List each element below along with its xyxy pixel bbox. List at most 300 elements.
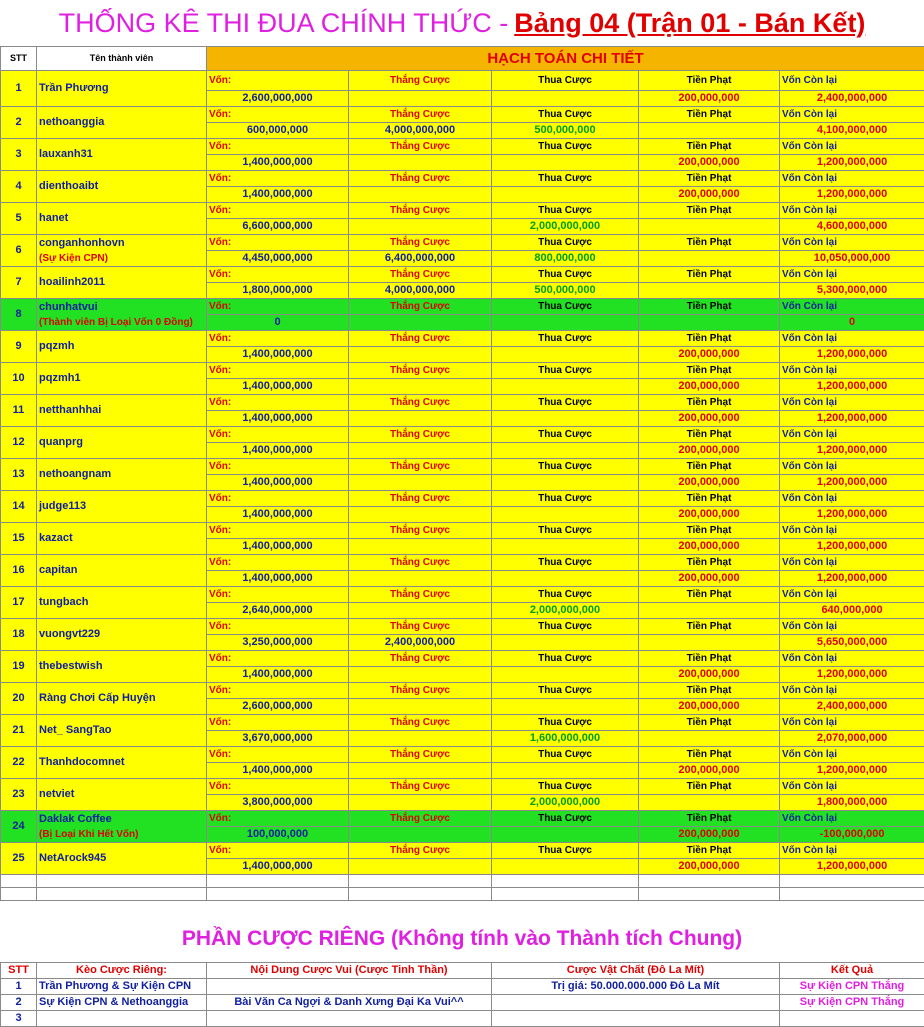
side-bet-ket-qua: Sự Kiện CPN Thắng (780, 995, 924, 1011)
value-thua: 800,000,000 (492, 251, 639, 267)
value-von: 1,400,000,000 (207, 763, 349, 779)
label-thang: Thắng Cược (349, 107, 492, 123)
label-von-con-lai: Vốn Còn lại (780, 491, 924, 507)
member-name: Net_ SangTao (39, 723, 204, 738)
label-von: Vốn: (207, 523, 349, 539)
value-phat (639, 603, 780, 619)
label-von: Vốn: (207, 779, 349, 795)
label-phat: Tiền Phạt (639, 395, 780, 411)
label-thang: Thắng Cược (349, 587, 492, 603)
label-thang: Thắng Cược (349, 267, 492, 283)
label-thua: Thua Cược (492, 139, 639, 155)
value-thang (349, 827, 492, 843)
value-thua (492, 475, 639, 491)
value-von-con-lai: -100,000,000 (780, 827, 924, 843)
value-phat: 200,000,000 (639, 667, 780, 683)
empty-cell (37, 875, 207, 888)
value-thua: 500,000,000 (492, 123, 639, 139)
label-thang: Thắng Cược (349, 747, 492, 763)
member-stt: 13 (1, 459, 37, 491)
member-stt: 21 (1, 715, 37, 747)
member-stt: 5 (1, 203, 37, 235)
member-name: Daklak Coffee (39, 812, 204, 827)
value-phat (639, 219, 780, 235)
value-phat: 200,000,000 (639, 571, 780, 587)
member-stt: 25 (1, 843, 37, 875)
member-row (1, 331, 924, 347)
value-von-con-lai: 0 (780, 315, 924, 331)
value-thang (349, 571, 492, 587)
value-thang: 2,400,000,000 (349, 635, 492, 651)
member-stt: 8 (1, 299, 37, 331)
value-thang (349, 795, 492, 811)
value-thua (492, 859, 639, 875)
member-name-cell (37, 811, 207, 843)
value-von: 0 (207, 315, 349, 331)
value-thang (349, 347, 492, 363)
value-von: 1,400,000,000 (207, 379, 349, 395)
member-row (1, 843, 924, 859)
member-row (1, 107, 924, 123)
value-thua (492, 91, 639, 107)
member-stt: 1 (1, 71, 37, 107)
label-thua: Thua Cược (492, 651, 639, 667)
member-stt: 17 (1, 587, 37, 619)
label-von: Vốn: (207, 331, 349, 347)
value-von-con-lai: 1,200,000,000 (780, 379, 924, 395)
member-row (1, 267, 924, 283)
label-von-con-lai: Vốn Còn lại (780, 779, 924, 795)
side-bets-title: PHẦN CƯỢC RIÊNG (Không tính vào Thành tích Chung) (0, 922, 924, 956)
value-thang (349, 443, 492, 459)
value-von: 3,670,000,000 (207, 731, 349, 747)
label-von-con-lai: Vốn Còn lại (780, 715, 924, 731)
label-von: Vốn: (207, 235, 349, 251)
value-phat (639, 731, 780, 747)
header-name: Tên thành viên (37, 47, 207, 71)
member-note: (Thành viên Bị Loại Vốn 0 Đồng) (39, 315, 204, 330)
label-von-con-lai: Vốn Còn lại (780, 363, 924, 379)
member-name: chunhatvui (39, 300, 204, 315)
member-name-cell (37, 267, 207, 299)
member-name: conganhonhovn (39, 236, 204, 251)
value-von: 1,400,000,000 (207, 443, 349, 459)
value-von: 600,000,000 (207, 123, 349, 139)
value-phat: 200,000,000 (639, 379, 780, 395)
label-thang: Thắng Cược (349, 715, 492, 731)
member-row (1, 395, 924, 411)
label-von: Vốn: (207, 491, 349, 507)
label-thua: Thua Cược (492, 715, 639, 731)
empty-cell (1, 875, 37, 888)
label-thua: Thua Cược (492, 171, 639, 187)
label-thang: Thắng Cược (349, 427, 492, 443)
value-von-con-lai: 4,100,000,000 (780, 123, 924, 139)
label-phat: Tiền Phạt (639, 523, 780, 539)
label-phat: Tiền Phạt (639, 427, 780, 443)
label-thua: Thua Cược (492, 587, 639, 603)
member-stt: 11 (1, 395, 37, 427)
value-von: 1,400,000,000 (207, 187, 349, 203)
label-phat: Tiền Phạt (639, 779, 780, 795)
member-row (1, 683, 924, 699)
member-row (1, 619, 924, 635)
value-thang (349, 315, 492, 331)
side-bet-keo: Sự Kiện CPN & Nethoanggia (37, 995, 207, 1011)
value-thang (349, 603, 492, 619)
label-von: Vốn: (207, 395, 349, 411)
label-phat: Tiền Phạt (639, 651, 780, 667)
side-bets-header-row (1, 963, 924, 979)
label-phat: Tiền Phạt (639, 555, 780, 571)
side-bet-vat-chat: Trị giá: 50.000.000.000 Đô La Mít (492, 979, 780, 995)
value-phat: 200,000,000 (639, 859, 780, 875)
label-von: Vốn: (207, 587, 349, 603)
label-von-con-lai: Vốn Còn lại (780, 651, 924, 667)
label-phat: Tiền Phạt (639, 747, 780, 763)
label-von-con-lai: Vốn Còn lại (780, 619, 924, 635)
value-phat: 200,000,000 (639, 155, 780, 171)
member-stt: 20 (1, 683, 37, 715)
value-von-con-lai: 1,200,000,000 (780, 763, 924, 779)
value-thang (349, 187, 492, 203)
value-von-con-lai: 1,200,000,000 (780, 155, 924, 171)
value-thang: 4,000,000,000 (349, 283, 492, 299)
member-row (1, 651, 924, 667)
member-name: dienthoaibt (39, 179, 204, 194)
value-thang (349, 763, 492, 779)
side-bet-ket-qua (780, 1011, 924, 1027)
stats-table (0, 46, 924, 901)
member-name: Trần Phương (39, 81, 204, 96)
value-thua (492, 379, 639, 395)
member-stt: 22 (1, 747, 37, 779)
label-thua: Thua Cược (492, 427, 639, 443)
label-von-con-lai: Vốn Còn lại (780, 811, 924, 827)
value-thua: 2,000,000,000 (492, 795, 639, 811)
member-name: tungbach (39, 595, 204, 610)
side-bet-stt: 3 (1, 1011, 37, 1027)
member-row (1, 587, 924, 603)
member-name: capitan (39, 563, 204, 578)
label-von-con-lai: Vốn Còn lại (780, 139, 924, 155)
value-von: 1,400,000,000 (207, 571, 349, 587)
value-von: 2,600,000,000 (207, 91, 349, 107)
label-thua: Thua Cược (492, 299, 639, 315)
value-phat: 200,000,000 (639, 539, 780, 555)
label-von-con-lai: Vốn Còn lại (780, 555, 924, 571)
value-von: 4,450,000,000 (207, 251, 349, 267)
label-thang: Thắng Cược (349, 203, 492, 219)
label-von: Vốn: (207, 747, 349, 763)
member-stt: 2 (1, 107, 37, 139)
member-name-cell (37, 427, 207, 459)
label-phat: Tiền Phạt (639, 139, 780, 155)
label-von-con-lai: Vốn Còn lại (780, 843, 924, 859)
value-von: 1,400,000,000 (207, 475, 349, 491)
value-von-con-lai: 10,050,000,000 (780, 251, 924, 267)
value-von-con-lai: 2,400,000,000 (780, 699, 924, 715)
label-von: Vốn: (207, 651, 349, 667)
label-thang: Thắng Cược (349, 683, 492, 699)
member-stt: 18 (1, 619, 37, 651)
member-name: NetArock945 (39, 851, 204, 866)
label-von: Vốn: (207, 203, 349, 219)
member-stt: 24 (1, 811, 37, 843)
page-title (0, 0, 924, 46)
value-thang (349, 859, 492, 875)
label-thua: Thua Cược (492, 267, 639, 283)
value-phat: 200,000,000 (639, 91, 780, 107)
member-name-cell (37, 843, 207, 875)
label-thang: Thắng Cược (349, 71, 492, 91)
label-thang: Thắng Cược (349, 331, 492, 347)
label-thua: Thua Cược (492, 523, 639, 539)
side-bet-row (1, 1011, 924, 1027)
label-von: Vốn: (207, 139, 349, 155)
member-stt: 19 (1, 651, 37, 683)
title-board: Bảng 04 (Trận 01 - Bán Kết) (514, 8, 865, 39)
member-row (1, 427, 924, 443)
member-name-cell (37, 555, 207, 587)
member-name-cell (37, 587, 207, 619)
side-bets-header: Cược Vật Chất (Đô La Mít) (492, 963, 780, 979)
side-bet-stt: 2 (1, 995, 37, 1011)
member-row (1, 747, 924, 763)
member-stt: 16 (1, 555, 37, 587)
member-row (1, 363, 924, 379)
value-thua (492, 635, 639, 651)
member-name: judge113 (39, 499, 204, 514)
value-thang (349, 91, 492, 107)
value-von: 100,000,000 (207, 827, 349, 843)
value-thang: 6,400,000,000 (349, 251, 492, 267)
label-thang: Thắng Cược (349, 619, 492, 635)
member-row (1, 715, 924, 731)
empty-cell (639, 875, 780, 888)
label-phat: Tiền Phạt (639, 811, 780, 827)
value-thang (349, 219, 492, 235)
member-row (1, 811, 924, 827)
side-bet-ket-qua: Sự Kiện CPN Thắng (780, 979, 924, 995)
member-name-cell (37, 683, 207, 715)
header-stt: STT (1, 47, 37, 71)
label-phat: Tiền Phạt (639, 363, 780, 379)
member-stt: 10 (1, 363, 37, 395)
label-phat: Tiền Phạt (639, 843, 780, 859)
value-von-con-lai: 1,200,000,000 (780, 859, 924, 875)
member-name: thebestwish (39, 659, 204, 674)
member-name: netthanhhai (39, 403, 204, 418)
side-bet-stt: 1 (1, 979, 37, 995)
value-thang (349, 155, 492, 171)
value-von: 1,800,000,000 (207, 283, 349, 299)
side-bets-header: Kết Quả (780, 963, 924, 979)
value-von: 1,400,000,000 (207, 507, 349, 523)
label-phat: Tiền Phạt (639, 491, 780, 507)
value-phat: 200,000,000 (639, 475, 780, 491)
value-phat: 200,000,000 (639, 443, 780, 459)
label-phat: Tiền Phạt (639, 299, 780, 315)
empty-row (1, 875, 924, 888)
member-name-cell (37, 363, 207, 395)
value-von-con-lai: 1,200,000,000 (780, 667, 924, 683)
side-bet-vat-chat (492, 995, 780, 1011)
value-von-con-lai: 1,200,000,000 (780, 187, 924, 203)
value-thua (492, 763, 639, 779)
value-von-con-lai: 1,200,000,000 (780, 507, 924, 523)
member-row (1, 71, 924, 91)
value-von-con-lai: 1,200,000,000 (780, 475, 924, 491)
label-von-con-lai: Vốn Còn lại (780, 747, 924, 763)
member-stt: 4 (1, 171, 37, 203)
value-thang (349, 411, 492, 427)
value-thua (492, 443, 639, 459)
label-thang: Thắng Cược (349, 363, 492, 379)
member-stt: 14 (1, 491, 37, 523)
member-note: (Sự Kiện CPN) (39, 251, 204, 266)
value-von: 6,600,000,000 (207, 219, 349, 235)
side-bets-header: Kèo Cược Riêng: (37, 963, 207, 979)
label-thang: Thắng Cược (349, 491, 492, 507)
side-bet-keo (37, 1011, 207, 1027)
label-von-con-lai: Vốn Còn lại (780, 235, 924, 251)
label-phat: Tiền Phạt (639, 71, 780, 91)
member-stt: 15 (1, 523, 37, 555)
label-phat: Tiền Phạt (639, 235, 780, 251)
label-thua: Thua Cược (492, 459, 639, 475)
label-thang: Thắng Cược (349, 555, 492, 571)
label-von-con-lai: Vốn Còn lại (780, 171, 924, 187)
member-stt: 9 (1, 331, 37, 363)
label-von-con-lai: Vốn Còn lại (780, 683, 924, 699)
label-von: Vốn: (207, 811, 349, 827)
empty-cell (780, 875, 924, 888)
member-row (1, 523, 924, 539)
member-name: nethoangnam (39, 467, 204, 482)
label-thang: Thắng Cược (349, 811, 492, 827)
member-name-cell (37, 459, 207, 491)
label-von: Vốn: (207, 267, 349, 283)
value-von-con-lai: 4,600,000,000 (780, 219, 924, 235)
label-thua: Thua Cược (492, 619, 639, 635)
label-phat: Tiền Phạt (639, 683, 780, 699)
member-name: pqzmh1 (39, 371, 204, 386)
value-thua (492, 315, 639, 331)
value-thang (349, 379, 492, 395)
member-name-cell (37, 395, 207, 427)
member-row (1, 779, 924, 795)
side-bet-row (1, 995, 924, 1011)
label-thua: Thua Cược (492, 107, 639, 123)
label-thang: Thắng Cược (349, 779, 492, 795)
label-von-con-lai: Vốn Còn lại (780, 523, 924, 539)
member-stt: 3 (1, 139, 37, 171)
value-von-con-lai: 5,650,000,000 (780, 635, 924, 651)
member-name-cell (37, 779, 207, 811)
member-row (1, 171, 924, 187)
member-name: lauxanh31 (39, 147, 204, 162)
member-name: nethoanggia (39, 115, 204, 130)
label-von-con-lai: Vốn Còn lại (780, 427, 924, 443)
label-von: Vốn: (207, 427, 349, 443)
label-thua: Thua Cược (492, 331, 639, 347)
empty-cell (349, 875, 492, 888)
member-name-cell (37, 651, 207, 683)
label-von-con-lai: Vốn Còn lại (780, 395, 924, 411)
side-bets-table (0, 962, 924, 1027)
label-von: Vốn: (207, 555, 349, 571)
side-bets-header: STT (1, 963, 37, 979)
label-thang: Thắng Cược (349, 523, 492, 539)
member-row (1, 459, 924, 475)
value-thua: 2,000,000,000 (492, 603, 639, 619)
value-thua: 500,000,000 (492, 283, 639, 299)
value-thua (492, 539, 639, 555)
value-thang (349, 699, 492, 715)
header-section: HẠCH TOÁN CHI TIẾT (207, 47, 924, 71)
side-bet-row (1, 979, 924, 995)
label-von-con-lai: Vốn Còn lại (780, 331, 924, 347)
label-phat: Tiền Phạt (639, 459, 780, 475)
value-thang (349, 507, 492, 523)
value-thang (349, 667, 492, 683)
value-thua (492, 187, 639, 203)
member-name-cell (37, 139, 207, 171)
value-thua (492, 347, 639, 363)
member-name-cell (37, 491, 207, 523)
label-thang: Thắng Cược (349, 139, 492, 155)
value-von: 1,400,000,000 (207, 347, 349, 363)
member-row (1, 555, 924, 571)
value-phat: 200,000,000 (639, 411, 780, 427)
value-thua (492, 155, 639, 171)
member-name: netviet (39, 787, 204, 802)
side-bet-keo: Trần Phương & Sự Kiện CPN (37, 979, 207, 995)
value-thua (492, 571, 639, 587)
value-thua: 2,000,000,000 (492, 219, 639, 235)
label-phat: Tiền Phạt (639, 267, 780, 283)
label-thua: Thua Cược (492, 843, 639, 859)
value-von-con-lai: 1,200,000,000 (780, 443, 924, 459)
label-phat: Tiền Phạt (639, 619, 780, 635)
label-von: Vốn: (207, 171, 349, 187)
member-note: (Bị Loại Khi Hết Vốn) (39, 827, 204, 842)
member-name: hoailinh2011 (39, 275, 204, 290)
label-von: Vốn: (207, 363, 349, 379)
value-von: 1,400,000,000 (207, 411, 349, 427)
empty-row (1, 888, 924, 901)
member-stt: 7 (1, 267, 37, 299)
value-von-con-lai: 1,800,000,000 (780, 795, 924, 811)
member-name: hanet (39, 211, 204, 226)
empty-cell (492, 888, 639, 901)
member-name: quanprg (39, 435, 204, 450)
label-thua: Thua Cược (492, 491, 639, 507)
label-thang: Thắng Cược (349, 459, 492, 475)
label-thua: Thua Cược (492, 683, 639, 699)
label-thang: Thắng Cược (349, 843, 492, 859)
value-phat (639, 795, 780, 811)
member-name: pqzmh (39, 339, 204, 354)
value-phat: 200,000,000 (639, 507, 780, 523)
value-phat (639, 123, 780, 139)
label-von: Vốn: (207, 107, 349, 123)
empty-cell (37, 888, 207, 901)
side-bet-noi-dung: Bài Văn Ca Ngợi & Danh Xưng Đại Ka Vui^^ (207, 995, 492, 1011)
member-stt: 23 (1, 779, 37, 811)
label-thua: Thua Cược (492, 811, 639, 827)
